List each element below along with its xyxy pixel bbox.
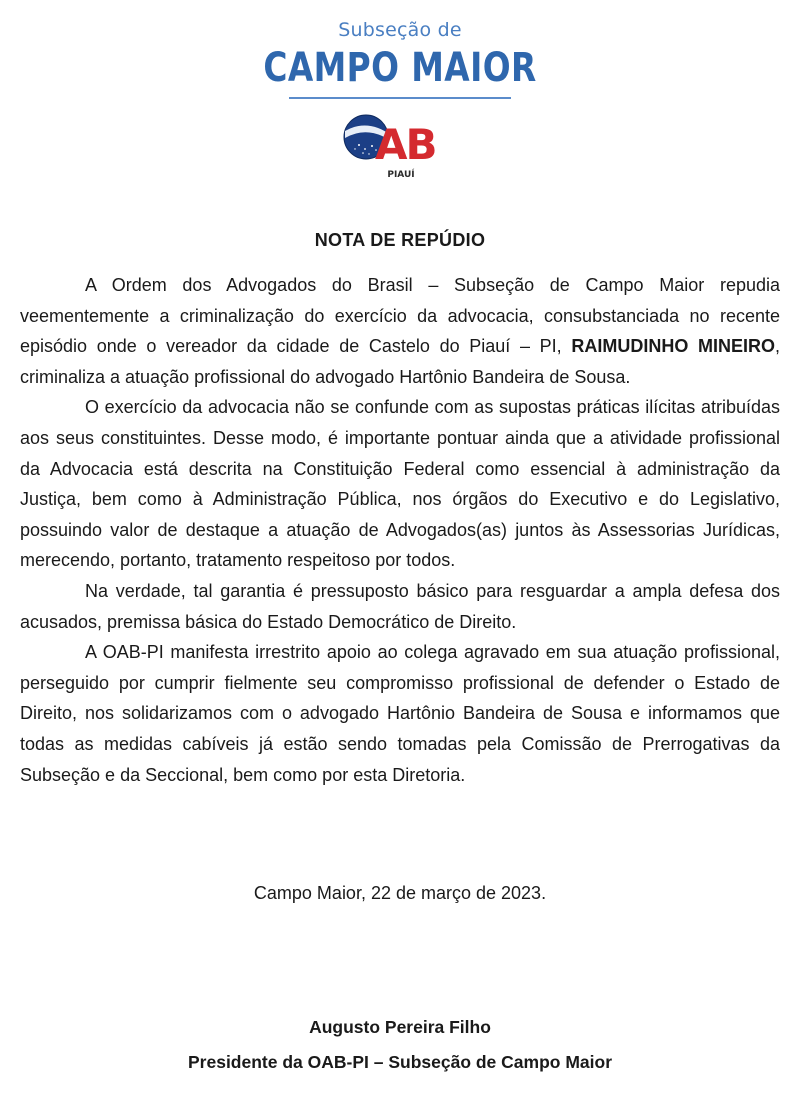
paragraph-3: Na verdade, tal garantia é pressuposto básico para resguardar a ampla defesa dos acusados, premissa básica do Estado Democrático de Direito.: [20, 580, 780, 632]
paragraph-1-name: RAIMUDINHO MINEIRO: [571, 336, 775, 357]
letterhead-divider: [289, 97, 511, 99]
paragraph-2: O exercício da advocacia não se confunde com as supostas práticas ilícitas atribuídas aos seus constituintes. Desse modo, é importante pontuar ainda que a atividade profissional da Advocacia está descrita na Constituição Federal como essencial à administração da Justiça, bem como à Administração Pública, nos órgãos do Executivo e do Legislativo, possuindo valor de destaque a atuação de Advogados(as) juntos às Assessorias Jurídicas, merecendo, portanto, tratamento respeitoso por todos.: [20, 397, 780, 571]
document-body: [20, 270, 780, 790]
dateline: Campo Maior, 22 de março de 2023.: [253, 883, 547, 903]
paragraph-1: [20, 270, 780, 392]
oab-logo-state: PIAUÍ: [387, 170, 415, 180]
letterhead: [0, 18, 800, 92]
signatory-name: Augusto Pereira Filho: [309, 1017, 491, 1037]
letterhead-subsecao: Subseção de: [338, 19, 462, 41]
oab-logo: [335, 109, 475, 185]
paragraph-1-start: A Ordem dos Advogados do Brasil – Subseção de Campo Maior repudia veementemente a criminalização do exercício da advocacia, consubstanciada no recente episódio onde o vereador da cidade de Castelo do Piauí – PI,: [20, 275, 780, 357]
oab-logo-text: AB: [375, 120, 436, 169]
paragraph-1-end: , criminaliza a atuação profissional do advogado Hartônio Bandeira de Sousa.: [20, 336, 781, 387]
document-title: NOTA DE REPÚDIO: [314, 230, 486, 250]
letterhead-city: CAMPO MAIOR: [263, 45, 537, 91]
signatory-role: Presidente da OAB-PI – Subseção de Campo Maior: [188, 1052, 612, 1072]
paragraph-4: A OAB-PI manifesta irrestrito apoio ao colega agravado em sua atuação profissional, perseguido por cumprir fielmente seu compromisso profissional de defender o Estado de Direito, nos solidarizamos com o advogado Hartônio Bandeira de Sousa e informamos que todas as medidas cabíveis já estão sendo tomadas pela Comissão de Prerrogativas da Subseção e da Seccional, bem como por esta Diretoria.: [20, 642, 780, 785]
